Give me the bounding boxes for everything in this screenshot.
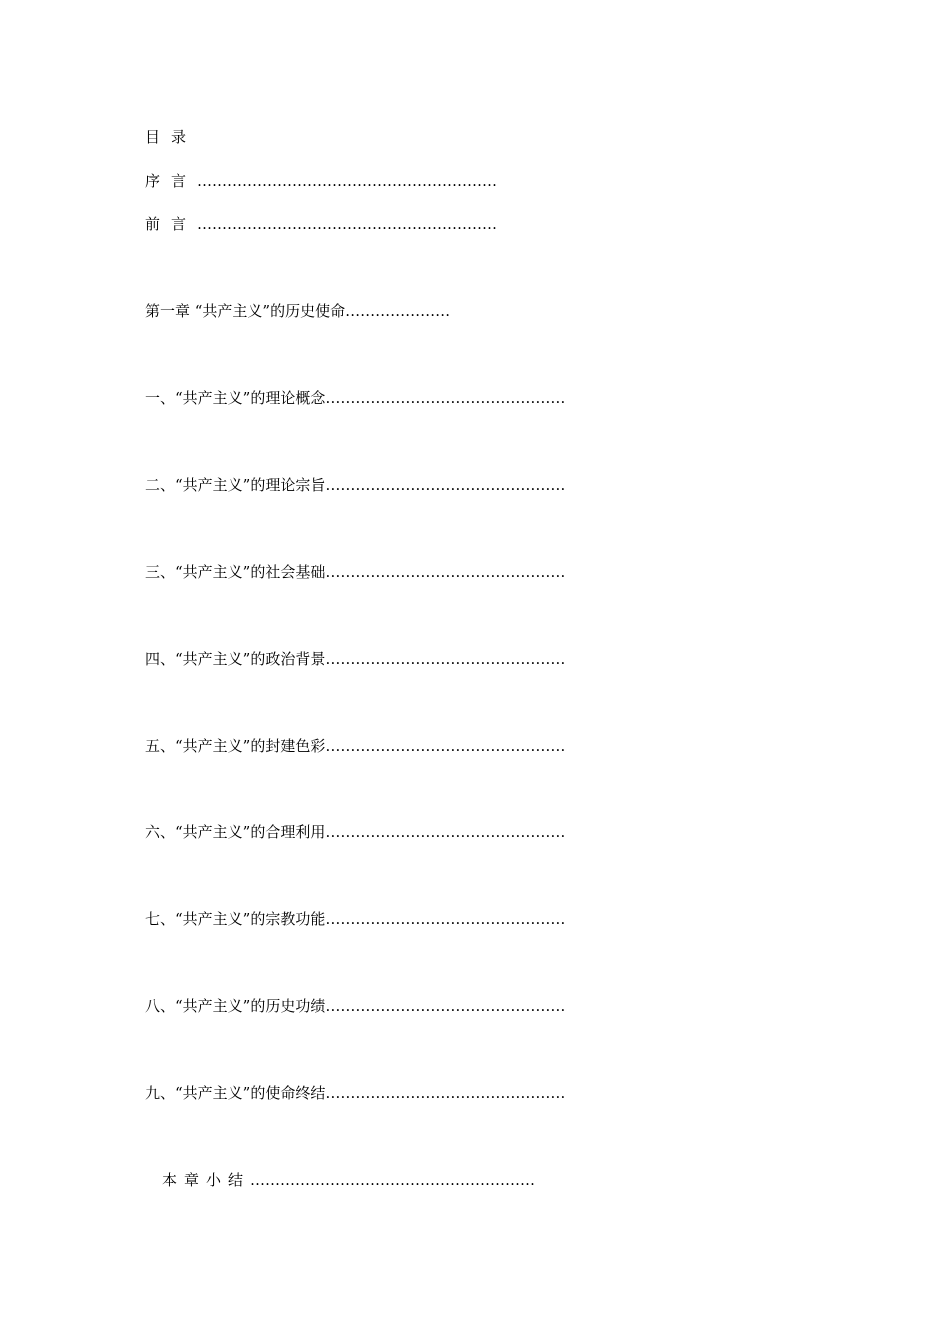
toc-leader-dots: ………………………………………… (325, 1084, 566, 1102)
toc-leader-dots: …………………………………………………… (197, 172, 498, 190)
toc-entry-section-2[interactable] (145, 475, 565, 495)
toc-leader-dots: ………………………………………… (325, 910, 566, 928)
toc-leader-dots: ………………………………………… (325, 389, 566, 407)
toc-leader-dots: ………………………………………… (325, 737, 566, 755)
toc-entry-xu[interactable] (145, 171, 497, 191)
toc-leader-dots: …………………………………………………… (197, 215, 498, 233)
toc-entry-label: 序言 (145, 172, 198, 190)
toc-entry-section-5[interactable] (145, 736, 565, 756)
toc-entry-label: 八、“共产主义”的历史功绩 (145, 997, 326, 1015)
toc-leader-dots: ………………………………………… (325, 563, 566, 581)
toc-entry-section-7[interactable] (145, 909, 565, 929)
toc-leader-dots: ………………………………………………… (250, 1171, 536, 1189)
toc-entry-section-3[interactable] (145, 562, 565, 582)
toc-entry-label: 二、“共产主义”的理论宗旨 (145, 476, 326, 494)
toc-entry-qian[interactable] (145, 214, 497, 234)
toc-entry-section-1[interactable] (145, 388, 565, 408)
toc-title (145, 127, 197, 147)
toc-entry-chapter-1[interactable] (145, 301, 450, 321)
toc-leader-dots: ………………………………………… (325, 476, 566, 494)
toc-entry-label: 一、“共产主义”的理论概念 (145, 389, 326, 407)
toc-entry-section-8[interactable] (145, 996, 565, 1016)
toc-entry-label: 九、“共产主义”的使命终结 (145, 1084, 326, 1102)
toc-entry-label: 本章小结 (162, 1171, 251, 1189)
toc-entry-label: 六、“共产主义”的合理利用 (145, 823, 326, 841)
toc-entry-label: 三、“共产主义”的社会基础 (145, 563, 326, 581)
toc-entry-section-4[interactable] (145, 649, 565, 669)
toc-entry-section-6[interactable] (145, 822, 565, 842)
toc-leader-dots: ………………………………………… (325, 650, 566, 668)
toc-entry-label: 四、“共产主义”的政治背景 (145, 650, 326, 668)
toc-entry-label: 前言 (145, 215, 198, 233)
toc-leader-dots: ………………………………………… (325, 997, 566, 1015)
toc-entry-label: 五、“共产主义”的封建色彩 (145, 737, 326, 755)
toc-entry-label: 第一章 “共产主义”的历史使命 (145, 302, 346, 320)
toc-entry-label: 七、“共产主义”的宗教功能 (145, 910, 326, 928)
toc-entry-chapter-summary[interactable] (162, 1170, 535, 1190)
toc-leader-dots: ………………… (345, 302, 451, 320)
toc-leader-dots: ………………………………………… (325, 823, 566, 841)
toc-entry-section-9[interactable] (145, 1083, 565, 1103)
toc-title-text: 目录 (145, 128, 198, 146)
